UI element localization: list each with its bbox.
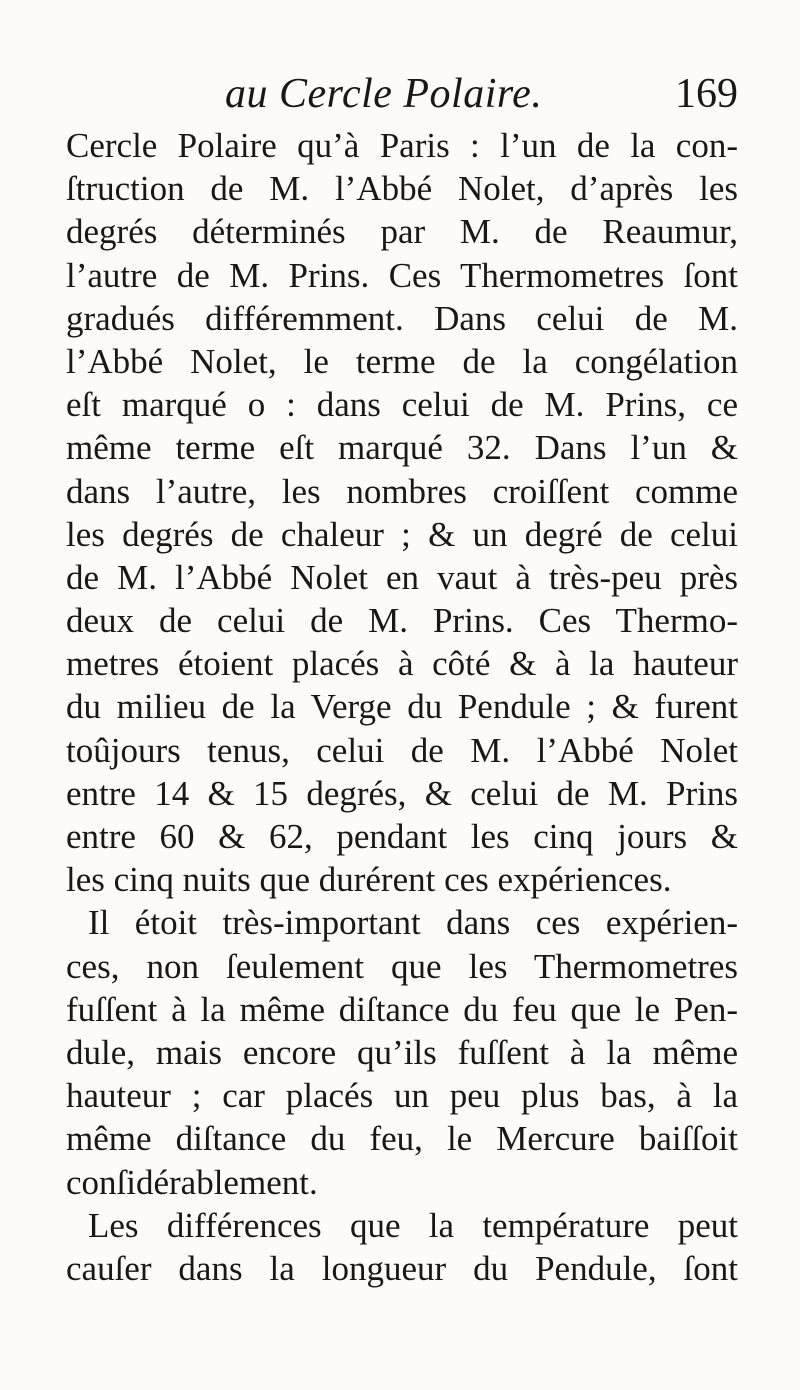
- text-line: gradués différemment. Dans celui de M.: [66, 298, 738, 338]
- text-line: eſt marqué o : dans celui de M. Prins, ce: [66, 385, 738, 425]
- text-line: deux de celui de M. Prins. Ces Thermo-: [66, 601, 738, 641]
- text-line: Cercle Polaire qu’à Paris : l’un de la con-: [66, 126, 738, 165]
- text-line: fuſſent à la même diſtance du feu que le Pen-: [66, 989, 738, 1029]
- text-line: entre 14 & 15 degrés, & celui de M. Prins: [66, 773, 738, 813]
- text-line: ces, non ſeulement que les Thermometres: [66, 946, 738, 986]
- paragraph-end-line: les cinq nuits que durérent ces expériences.: [66, 860, 672, 900]
- text-line: metres étoient placés à côté & à la hauteur: [66, 644, 738, 684]
- text-line: dans l’autre, les nombres croiſſent comme: [66, 471, 738, 511]
- paragraph-start-line: Il étoit très-important dans ces expérien-: [88, 903, 738, 943]
- text-line: entre 60 & 62, pendant les cinq jours &: [66, 817, 738, 856]
- running-title: au Cercle Polaire.: [225, 71, 543, 117]
- text-line: ſtruction de M. l’Abbé Nolet, d’après les: [66, 169, 738, 209]
- text-line: cauſer dans la longueur du Pendule, ſont: [66, 1248, 738, 1288]
- page-number: 169: [675, 71, 738, 117]
- text-line: même terme eſt marqué 32. Dans l’un &: [66, 428, 738, 468]
- text-line: les degrés de chaleur ; & un degré de celui: [66, 514, 738, 554]
- paragraph-start-line: Les différences que la température peut: [88, 1205, 738, 1245]
- running-header: [0, 70, 800, 120]
- text-line: l’Abbé Nolet, le terme de la congélation: [66, 341, 738, 381]
- paragraph-end-line: conſidérablement.: [66, 1162, 318, 1202]
- text-line: de M. l’Abbé Nolet en vaut à très-peu près: [66, 557, 738, 597]
- text-line: dule, mais encore qu’ils fuſſent à la même: [66, 1032, 738, 1072]
- text-line: hauteur ; car placés un peu plus bas, à la: [66, 1076, 738, 1116]
- text-line: degrés déterminés par M. de Reaumur,: [66, 212, 738, 252]
- text-line: du milieu de la Verge du Pendule ; & furent: [66, 687, 738, 727]
- text-line: l’autre de M. Prins. Ces Thermometres ſont: [66, 255, 738, 295]
- text-line: même diſtance du feu, le Mercure baiſſoit: [66, 1119, 738, 1159]
- text-line: toûjours tenus, celui de M. l’Abbé Nolet: [66, 730, 738, 770]
- body-text: [66, 124, 738, 1290]
